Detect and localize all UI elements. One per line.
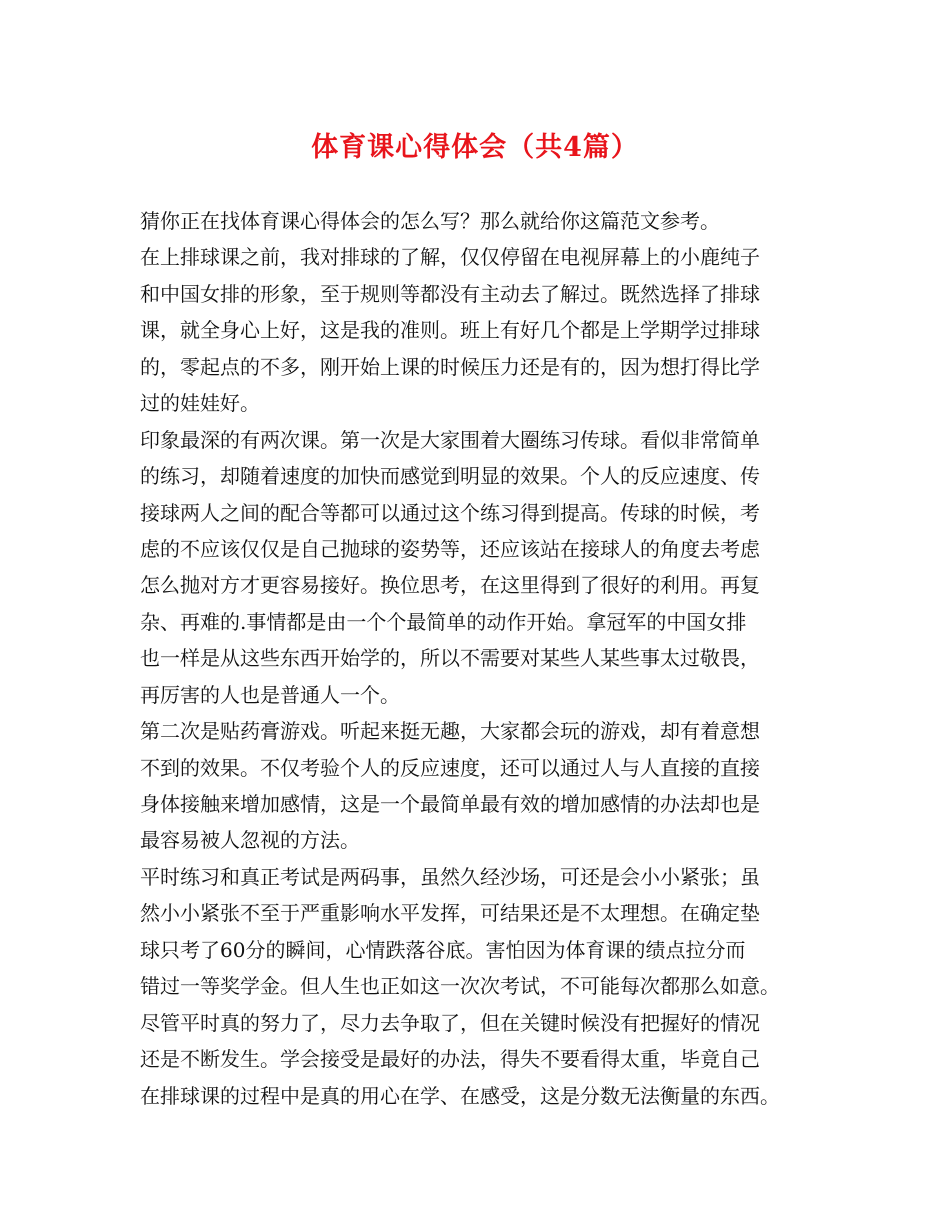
text-line: 杂、再难的.事情都是由一个个最简单的动作开始。拿冠军的中国女排 [140, 609, 747, 634]
text-line: 的，零起点的不多，刚开始上课的时候压力还是有的，因为想打得比学 [140, 354, 760, 379]
document-body [140, 203, 820, 1114]
text-line: 还是不断发生。学会接受是最好的办法，得失不要看得太重，毕竟自己 [140, 1047, 760, 1072]
text-line: 在上排球课之前，我对排球的了解，仅仅停留在电视屏幕上的小鹿纯子 [140, 245, 760, 270]
text-line: 不到的效果。不仅考验个人的反应速度，还可以通过人与人直接的直接 [140, 755, 760, 780]
text-line: 错过一等奖学金。但人生也正如这一次次考试，不可能每次都那么如意。 [140, 974, 780, 999]
text-line: 也一样是从这些东西开始学的，所以不需要对某些人某些事太过敬畏， [140, 646, 760, 671]
text-line: 然小小紧张不至于严重影响水平发挥，可结果还是不太理想。在确定垫 [140, 901, 760, 926]
text-line: 印象最深的有两次课。第一次是大家围着大圈练习传球。看似非常简单 [140, 427, 760, 452]
text-line: 最容易被人忽视的方法。 [140, 828, 360, 853]
text-line: 和中国女排的形象，至于规则等都没有主动去了解过。既然选择了排球 [140, 281, 760, 306]
text-line: 平时练习和真正考试是两码事，虽然久经沙场，可还是会小小紧张；虽 [140, 864, 760, 889]
text-line: 第二次是贴药膏游戏。听起来挺无趣，大家都会玩的游戏，却有着意想 [140, 719, 760, 744]
text-line: 在排球课的过程中是真的用心在学、在感受，这是分数无法衡量的东西。 [140, 1083, 780, 1108]
text-line: 猜你正在找体育课心得体会的怎么写？那么就给你这篇范文参考。 [140, 209, 720, 233]
text-line: 课，就全身心上好，这是我的准则。班上有好几个都是上学期学过排球 [140, 318, 760, 343]
text-line: 虑的不应该仅仅是自己抛球的姿势等，还应该站在接球人的角度去考虑 [140, 536, 760, 561]
text-line: 再厉害的人也是普通人一个。 [140, 682, 400, 707]
text-line: 过的娃娃好。 [140, 391, 260, 416]
text-line: 接球两人之间的配合等都可以通过这个练习得到提高。传球的时候，考 [140, 500, 760, 525]
text-line: 的练习，却随着速度的加快而感觉到明显的效果。个人的反应速度、传 [140, 464, 760, 489]
text-line: 怎么抛对方才更容易接好。换位思考，在这里得到了很好的利用。再复 [140, 573, 760, 598]
text-line: 身体接触来增加感情，这是一个最简单最有效的增加感情的办法却也是 [140, 792, 760, 816]
text-line: 球只考了60分的瞬间，心情跌落谷底。害怕因为体育课的绩点拉分而 [140, 937, 746, 962]
text-line: 尽管平时真的努力了，尽力去争取了，但在关键时候没有把握好的情况 [140, 1010, 760, 1035]
document-title: 体育课心得体会（共4篇） [311, 132, 639, 163]
